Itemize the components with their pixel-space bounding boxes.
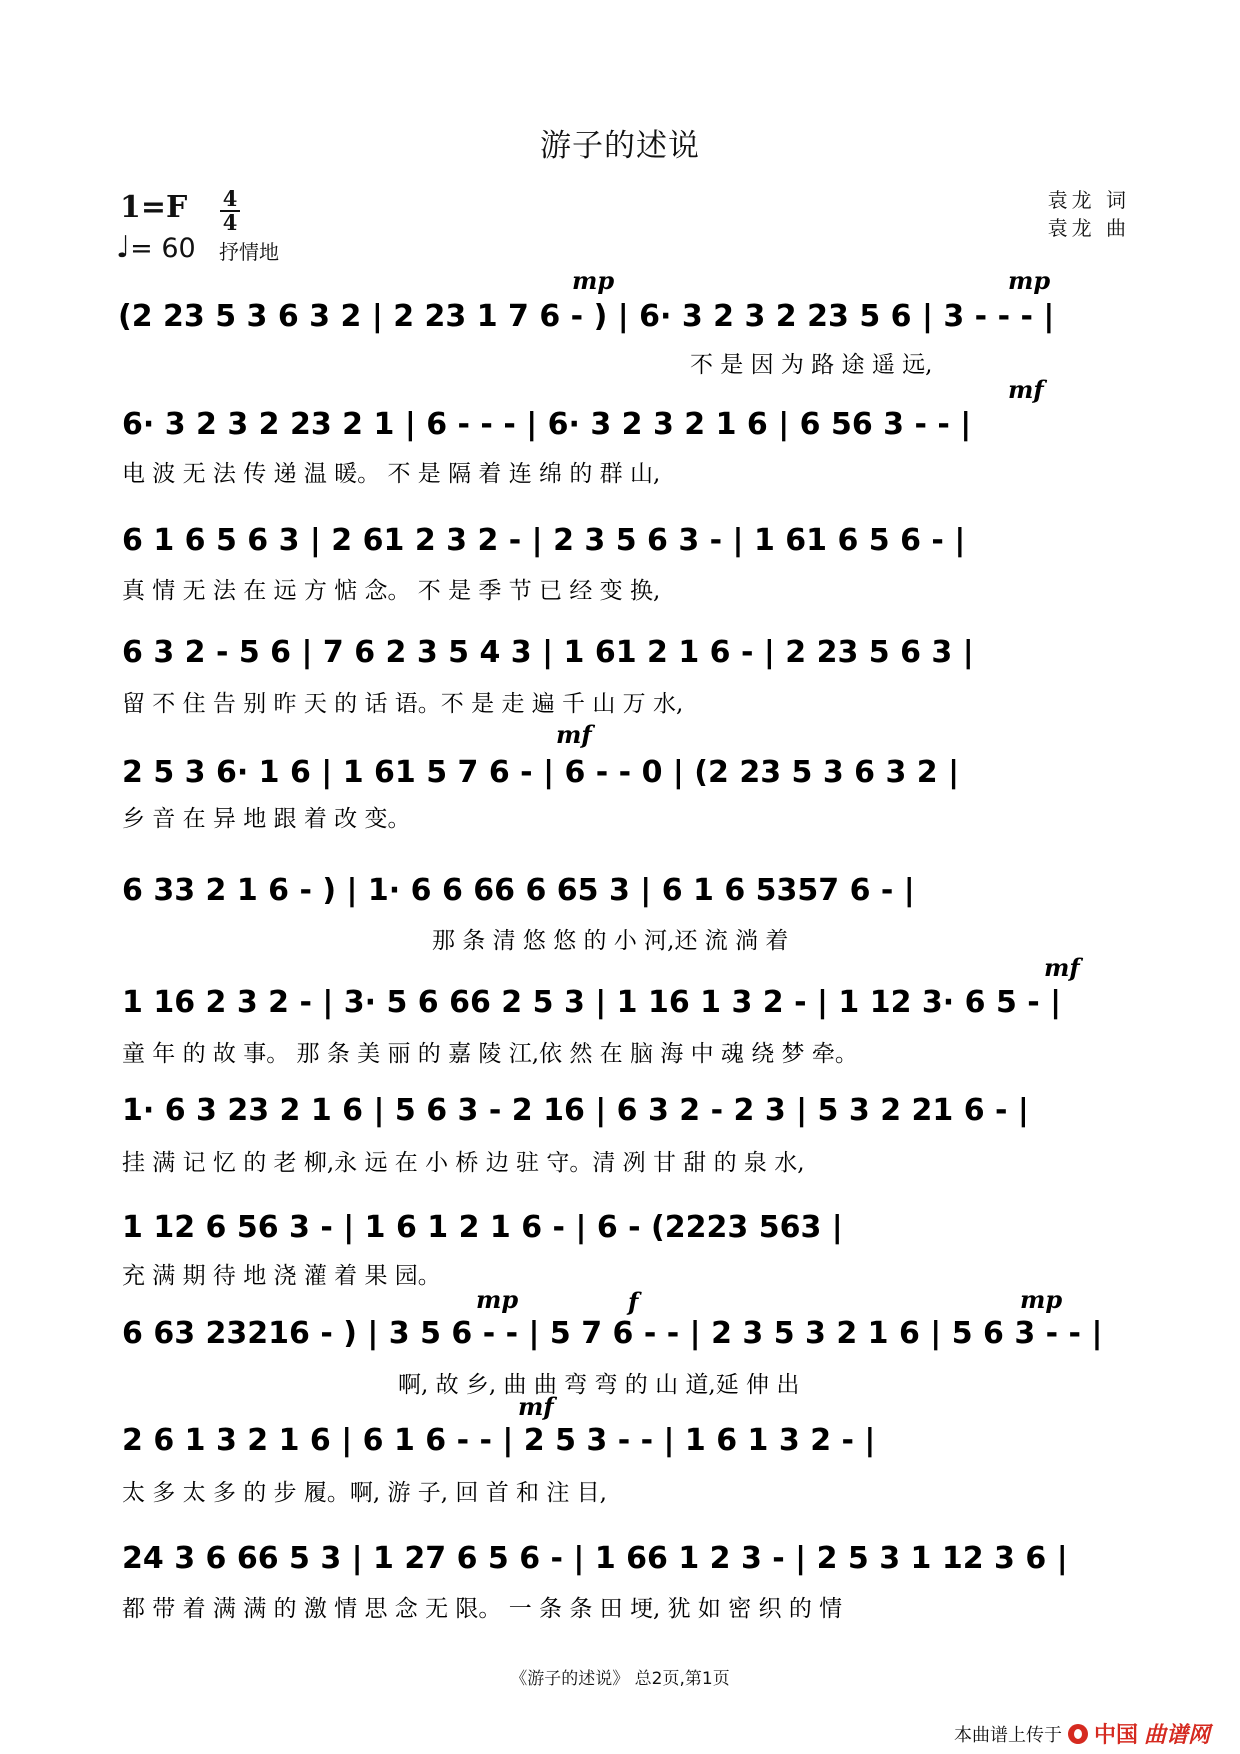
notation-line: 6 3 2 - 5 6 | 7 6 2 3 5 4 3 | 1 61 2 1 6 - | 2 23 5 6 3 |	[122, 635, 974, 670]
system-8	[122, 1093, 1029, 1176]
lyric-line: 电 波 无 法 传 递 温 暖。 不 是 隔 着 连 绵 的 群 山,	[122, 461, 661, 487]
lyric-line: 不 是 因 为 路 途 遥 远,	[690, 352, 933, 378]
tempo-bpm: = 60	[130, 233, 196, 264]
page-title: 游子的述说	[540, 128, 700, 164]
site-name-b: 曲谱网	[1143, 1723, 1210, 1748]
system-4	[122, 635, 974, 717]
lyric-line: 那 条 清 悠 悠 的 小 河,还 流 淌 着	[432, 928, 789, 954]
system-10	[122, 1285, 1102, 1398]
lyric-line: 留 不 住 告 别 昨 天 的 话 语。不 是 走 遍 千 山 万 水,	[122, 691, 684, 717]
site-name-a: 中国	[1093, 1723, 1138, 1748]
dynamic-marking: mf	[1044, 953, 1080, 982]
lyric-line: 乡 音 在 异 地 跟 着 改 变。	[122, 806, 411, 832]
page-footer: 《游子的述说》 总2页,第1页	[510, 1669, 730, 1689]
notation-line: (2 23 5 3 6 3 2 | 2 23 1 7 6 - ) | 6· 3 2 3 2 23 5 6 | 3 - - - |	[118, 299, 1055, 334]
lyric-line: 充 满 期 待 地 浇 灌 着 果 园。	[122, 1263, 441, 1289]
meter-bottom: 4	[222, 210, 238, 235]
expression-marking: 抒情地	[219, 240, 279, 264]
notation-line: 1· 6 3 23 2 1 6 | 5 6 3 - 2 16 | 6 3 2 - 2 3 | 5 3 2 21 6 - |	[122, 1093, 1029, 1128]
dynamic-marking: mf	[556, 720, 592, 749]
system-3	[122, 523, 965, 604]
key-signature: 1=F	[120, 190, 188, 225]
lyric-line: 挂 满 记 忆 的 老 柳,永 远 在 小 桥 边 驻 守。清 冽 甘 甜 的 泉 水,	[122, 1150, 805, 1176]
system-6	[122, 873, 915, 954]
dynamic-marking: mf	[518, 1392, 554, 1421]
site-logo-icon	[1068, 1724, 1088, 1744]
dynamic-marking: mf	[1008, 375, 1044, 404]
dynamic-marking: f	[628, 1287, 639, 1316]
notation-line: 1 16 2 3 2 - | 3· 5 6 66 2 5 3 | 1 16 1 3 2 - | 1 12 3· 6 5 - |	[122, 985, 1062, 1020]
system-7	[122, 953, 1083, 1067]
dynamic-marking: mp	[1008, 266, 1051, 295]
lyricist-credit: 袁龙 词	[1047, 188, 1130, 212]
upload-prefix: 本曲谱上传于	[953, 1724, 1062, 1746]
system-11	[122, 1392, 875, 1506]
notation-line: 6 63 23216 - ) | 3 5 6 - - | 5 7 6 - - | 2 3 5 3 2 1 6 | 5 6 3 - - |	[122, 1316, 1103, 1351]
notation-line: 1 12 6 56 3 - | 1 6 1 2 1 6 - | 6 - (2223 563 |	[122, 1210, 843, 1245]
lyric-line: 童 年 的 故 事。 那 条 美 丽 的 嘉 陵 江,依 然 在 脑 海 中 魂 绕 梦 牵。	[122, 1041, 858, 1067]
lyric-line: 都 带 着 满 满 的 激 情 思 念 无 限。 一 条 条 田 埂, 犹 如 密 织 的 情	[122, 1596, 843, 1622]
lyric-line: 太 多 太 多 的 步 履。啊, 游 子, 回 首 和 注 目,	[122, 1480, 607, 1506]
notation-line: 6 1 6 5 6 3 | 2 61 2 3 2 - | 2 3 5 6 3 - | 1 61 6 5 6 - |	[122, 523, 966, 558]
composer-credit: 袁龙 曲	[1047, 216, 1130, 240]
system-1	[118, 266, 1054, 378]
meter-top: 4	[222, 186, 238, 211]
dynamic-marking: mp	[572, 266, 615, 295]
dynamic-marking: mp	[476, 1285, 519, 1314]
notation-line: 6 33 2 1 6 - ) | 1· 6 6 66 6 65 3 | 6 1 6 5357 6 - |	[122, 873, 915, 908]
upload-credit	[954, 1718, 1210, 1749]
system-9	[122, 1210, 843, 1289]
system-2	[122, 375, 1047, 487]
dynamic-marking: mp	[1020, 1285, 1063, 1314]
system-12	[122, 1541, 1068, 1622]
system-5	[122, 720, 959, 832]
lyric-line: 真 情 无 法 在 远 方 惦 念。 不 是 季 节 已 经 变 换,	[122, 578, 661, 604]
notation-line: 2 6 1 3 2 1 6 | 6 1 6 - - | 2 5 3 - - | 1 6 1 3 2 - |	[122, 1423, 876, 1458]
quarter-note-icon: ♩	[116, 230, 131, 265]
notation-line: 6· 3 2 3 2 23 2 1 | 6 - - - | 6· 3 2 3 2 1 6 | 6 56 3 - - |	[122, 407, 972, 442]
notation-line: 24 3 6 66 5 3 | 1 27 6 5 6 - | 1 66 1 2 3 - | 2 5 3 1 12 3 6 |	[122, 1541, 1068, 1576]
lyric-line: 啊, 故 乡, 曲 曲 弯 弯 的 山 道,延 伸 出	[398, 1372, 800, 1398]
notation-line: 2 5 3 6· 1 6 | 1 61 5 7 6 - | 6 - - 0 | (2 23 5 3 6 3 2 |	[122, 755, 960, 790]
